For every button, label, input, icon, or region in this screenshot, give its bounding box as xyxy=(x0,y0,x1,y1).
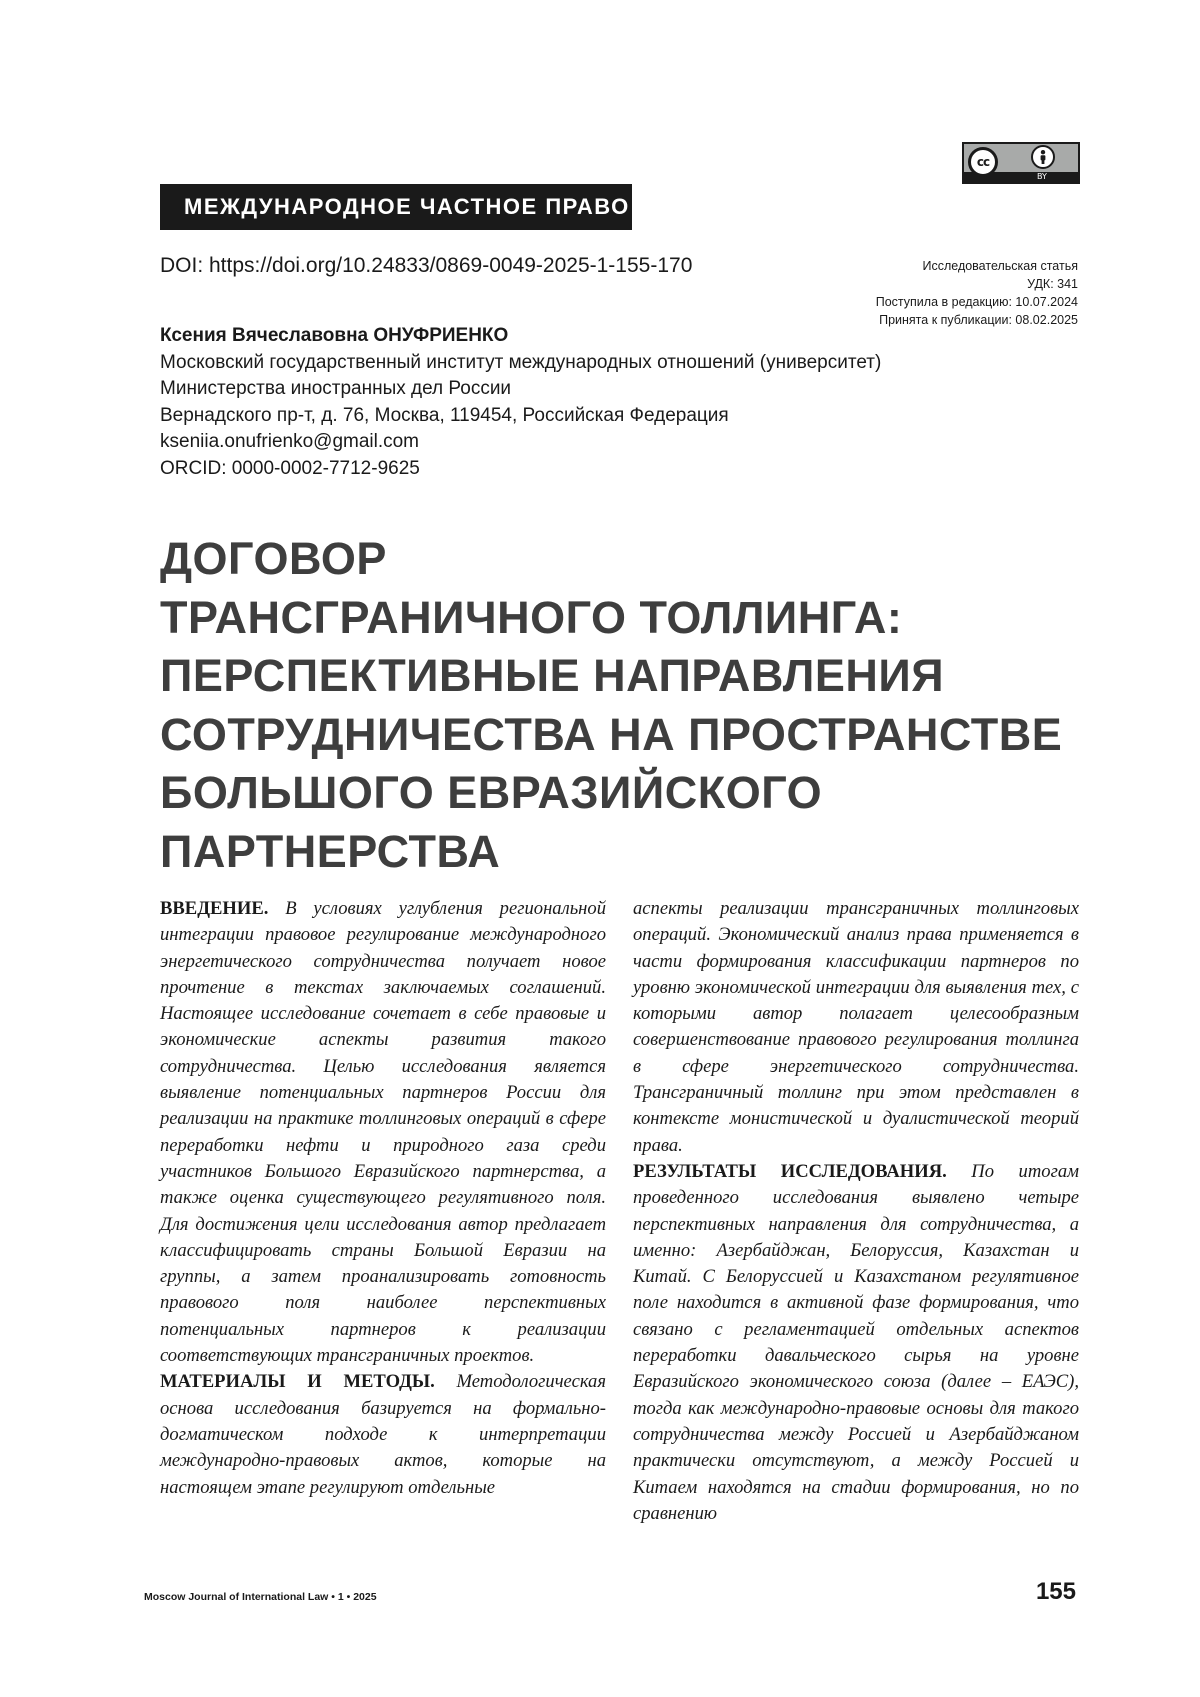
introduction-text: В условиях углубления региональной интеграции правовое регулирование международного энергетического сотрудничества получает новое прочтение в текстах заключаемых соглашений. Настоящее исследование сочетает в себе правовые и экономические аспекты развития такого сотрудничества. Целью исследования является выявление потенциальных партнеров России для реализации на практике толлинговых операций в сфере переработки нефти и природного газа среди участников Большого Евразийского партнерства, а также оценка существующего регулятивного поля. Для достижения цели исследования автор предлагает классифицировать страны Большой Евразии на группы, а затем проанализировать готовность правового поля наиболее перспективных потенциальных партнеров к реализации соответствующих трансграничных проектов. xyxy=(160,898,606,1367)
title-line: ПАРТНЕРСТВА xyxy=(160,825,501,877)
abstract-right-column xyxy=(633,896,1079,1527)
title-line: ТРАНСГРАНИЧНОГО ТОЛЛИНГА: xyxy=(160,591,903,643)
title-line: ДОГОВОР xyxy=(160,533,387,584)
methods-text-continued: аспекты реализации трансграничных толлинговых операций. Экономический анализ права применяется в части формирования классификации партнеров по уровню экономической интеграции для выявления тех, с которыми автор полагает целесообразным совершенствование правового регулирования толлинга в сфере энергетического сотрудничества. Трансграничный толлинг при этом представлен в контексте монистической и дуалистической теорий права. xyxy=(633,898,1079,1156)
author-affiliation: Московский государственный институт международных отношений (университет) xyxy=(160,351,882,373)
page-number: 155 xyxy=(1035,1578,1076,1605)
article-type: Исследовательская статья xyxy=(922,259,1078,273)
author-block xyxy=(160,323,881,482)
attribution-person-icon xyxy=(1031,145,1055,169)
abstract-results xyxy=(633,1159,1079,1527)
doi-link[interactable]: DOI: https://doi.org/10.24833/0869-0049-2025-1-155-170 xyxy=(160,254,693,277)
abstract-introduction xyxy=(160,896,606,1369)
author-name: Ксения Вячеславовна ОНУФРИЕНКО xyxy=(160,325,509,346)
license-by-label: BY xyxy=(1037,172,1047,181)
abstract-methods-continued xyxy=(633,896,1079,1159)
received-date: Поступила в редакцию: 10.07.2024 xyxy=(875,295,1078,309)
udc-code: УДК: 341 xyxy=(1027,277,1078,291)
title-line: БОЛЬШОГО ЕВРАЗИЙСКОГО xyxy=(160,767,823,818)
author-orcid[interactable]: ORCID: 0000-0002-7712-9625 xyxy=(160,457,420,479)
results-text: По итогам проведенного исследования выявлено четыре перспективных направления для сотрудничества, а именно: Азербайджан, Белоруссия, Казахстан и Китай. С Белоруссией и Казахстаном регулятивное поле находится в активной фазе формирования, что связано с регламентацией отдельных аспектов переработки давальческого сырья на уровне Евразийского экономического союза (далее – ЕАЭС), тогда как международно-правовые основы для такого сотрудничества между Россией и Азербайджаном практически отсутствуют, а между Россией и Китаем находятся на стадии формирования, но по сравнению xyxy=(633,1160,1079,1524)
article-title xyxy=(160,530,1062,881)
methods-text: Методологическая основа исследования базируется на формально-догматическом подходе к интерпретации международно-правовых актов, которые на настоящем этапе регулируют отдельные xyxy=(160,1371,606,1498)
author-email[interactable]: kseniia.onufrienko@gmail.com xyxy=(160,431,420,452)
results-heading: РЕЗУЛЬТАТЫ ИССЛЕДОВАНИЯ. xyxy=(633,1160,947,1182)
cc-by-license-badge xyxy=(962,142,1080,184)
article-meta xyxy=(876,257,1078,329)
accepted-date: Принята к публикации: 08.02.2025 xyxy=(879,313,1078,327)
methods-heading: МАТЕРИАЛЫ И МЕТОДЫ. xyxy=(160,1371,435,1393)
section-rubric: МЕЖДУНАРОДНОЕ ЧАСТНОЕ ПРАВО xyxy=(160,184,632,230)
author-address: Вернадского пр-т, д. 76, Москва, 119454, Российская Федерация xyxy=(160,404,729,426)
creative-commons-icon: cc xyxy=(968,147,998,177)
introduction-heading: ВВЕДЕНИЕ. xyxy=(160,898,269,919)
journal-footer: Moscow Journal of International Law • 1 • 2025 xyxy=(144,1591,377,1603)
title-line: ПЕРСПЕКТИВНЫЕ НАПРАВЛЕНИЯ xyxy=(160,650,945,701)
abstract-methods xyxy=(160,1369,606,1500)
title-line: СОТРУДНИЧЕСТВА НА ПРОСТРАНСТВЕ xyxy=(160,708,1063,760)
author-affiliation-ministry: Министерства иностранных дел России xyxy=(160,378,512,399)
abstract-left-column xyxy=(160,896,606,1501)
